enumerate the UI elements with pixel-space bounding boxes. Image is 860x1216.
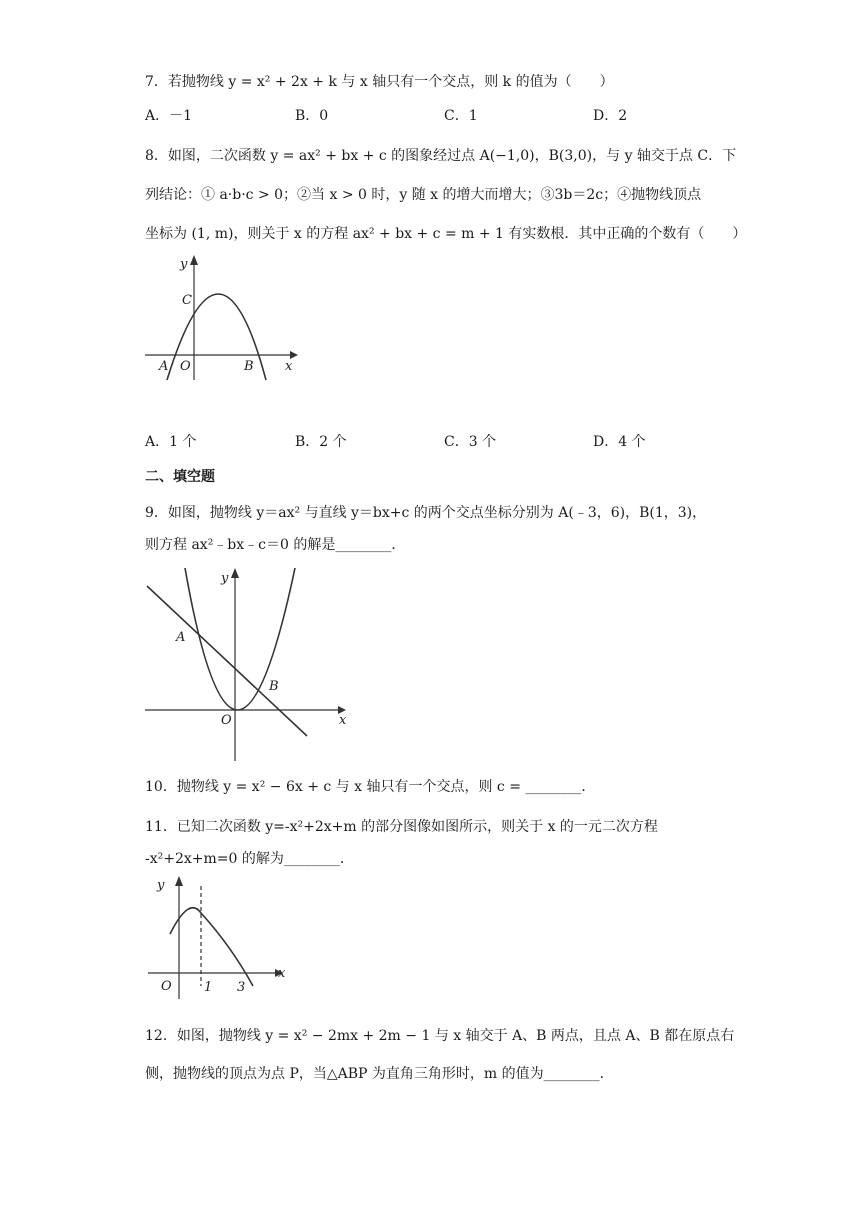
q9-stem-line-2: 则方程 ax²﹣bx﹣c＝0 的解是________． [145, 537, 406, 553]
q10-stem: 10．抛物线 y = x² − 6x + c 与 x 轴只有一个交点，则 c = ________． [145, 779, 596, 795]
q7-option-d[interactable]: D．2 [593, 108, 628, 124]
q8-option-d[interactable]: D．4 个 [593, 434, 646, 450]
q9-y-arrow-icon [231, 568, 239, 578]
q11-parabola-curve [170, 908, 253, 986]
q8-option-b[interactable]: B．2 个 [295, 434, 347, 450]
q11-label-3: 3 [237, 980, 246, 995]
q9-label-y: y [221, 571, 229, 586]
q8-label-x: x [285, 359, 293, 374]
q8-label-o: O [180, 359, 191, 374]
section-fill-in-blank: 二、填空题 [145, 469, 215, 485]
q8-label-b: B [244, 359, 254, 374]
q9-parabola-line-figure [145, 566, 355, 766]
q11-y-arrow-icon [175, 876, 183, 886]
q8-stem-line-2: 列结论：① a·b·c > 0；②当 x > 0 时，y 随 x 的增大而增大；③3b＝2c；④抛物线顶点 [145, 187, 702, 203]
q7-stem: 7．若抛物线 y = x² + 2x + k 与 x 轴只有一个交点，则 k 的值为（ ） [145, 74, 614, 90]
q8-y-arrow-icon [190, 255, 198, 265]
q8-label-y: y [180, 257, 188, 272]
q9-label-a: A [176, 630, 186, 645]
q7-option-c[interactable]: C．1 [444, 108, 478, 124]
q9-label-b: B [269, 679, 279, 694]
q9-label-x: x [339, 713, 347, 728]
q11-label-1: 1 [204, 980, 213, 995]
q8-stem-line-1: 8．如图，二次函数 y = ax² + bx + c 的图象经过点 A(−1,0)，B(3,0)，与 y 轴交于点 C．下 [145, 148, 737, 164]
q8-option-a[interactable]: A．1 个 [145, 434, 197, 450]
q11-stem-line-1: 11．已知二次函数 y=-x²+2x+m 的部分图像如图所示，则关于 x 的一元二次方程 [145, 819, 658, 835]
q8-label-c: C [182, 293, 192, 308]
q11-stem-line-2: -x²+2x+m=0 的解为________． [145, 851, 354, 867]
q7-option-a[interactable]: A．－1 [145, 108, 193, 124]
q8-label-a: A [159, 359, 169, 374]
q7-options [145, 106, 745, 126]
q12-stem-line-1: 12．如图，抛物线 y = x² − 2mx + 2m − 1 与 x 轴交于 A、B 两点，且点 A、B 都在原点右 [145, 1028, 735, 1044]
q11-parabola-figure [145, 874, 295, 1004]
q7-option-b[interactable]: B．0 [295, 108, 329, 124]
q9-stem-line-1: 9．如图，抛物线 y＝ax² 与直线 y＝bx+c 的两个交点坐标分别为 A(﹣3，6)，B(1，3)， [145, 505, 707, 521]
q8-option-c[interactable]: C．3 个 [444, 434, 497, 450]
q9-label-o: O [221, 713, 232, 728]
q11-label-x: x [278, 966, 286, 981]
q8-options [145, 432, 745, 452]
q8-stem-line-3: 坐标为 (1, m)，则关于 x 的方程 ax² + bx + c = m + 1 有实数根．其中正确的个数有（ ） [145, 226, 747, 242]
q8-parabola-figure [140, 255, 310, 385]
q8-x-arrow-icon [290, 351, 298, 359]
q12-stem-line-2: 侧，抛物线的顶点为点 P，当△ABP 为直角三角形时，m 的值为________． [145, 1066, 614, 1082]
q11-label-o: O [161, 979, 172, 994]
q11-label-y: y [157, 878, 165, 893]
